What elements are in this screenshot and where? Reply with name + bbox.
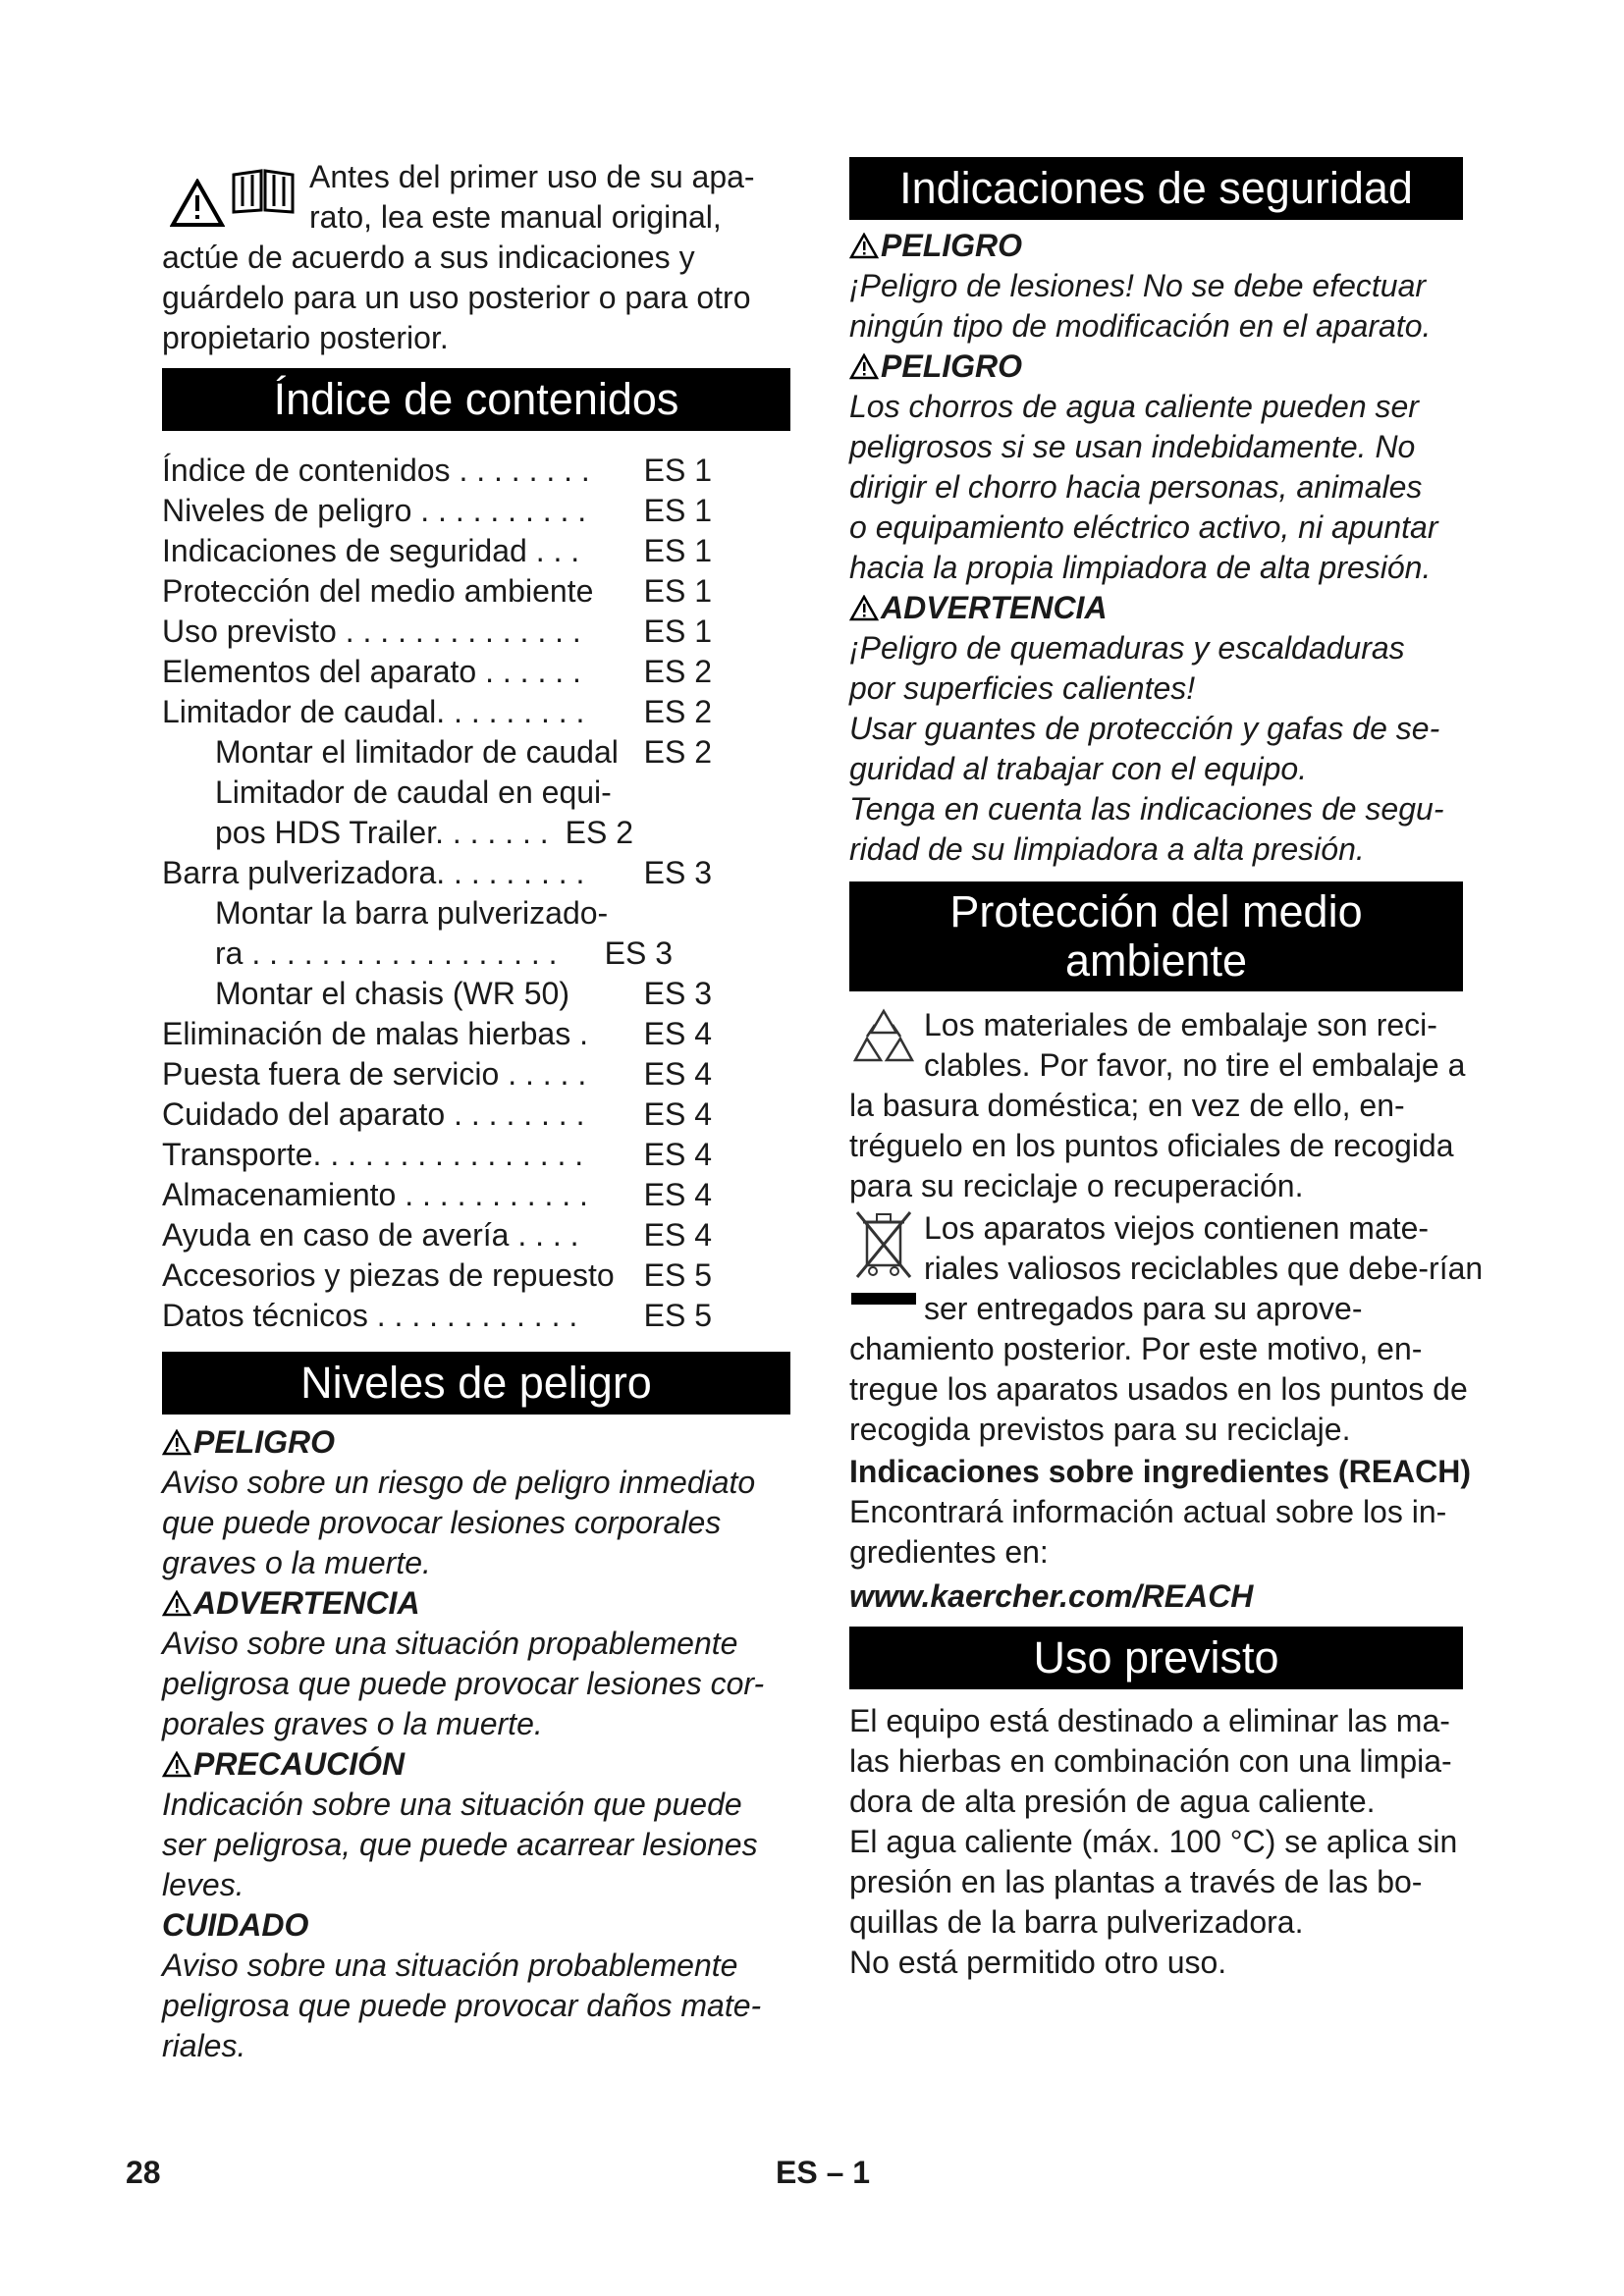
warning-manual-icons (162, 157, 309, 236)
toc-entry[interactable] (162, 934, 790, 974)
intro-rest: actúe de acuerdo a sus indicaciones y guárdelo para un uso posterior o para otro propietario posterior. (162, 240, 751, 355)
toc-entry-label: Elementos del aparato . . . . . . (162, 654, 581, 689)
toc-entry-page: ES 4 (643, 1056, 712, 1092)
safety-peligro-1-label (849, 226, 1448, 266)
reach-heading: Indicaciones sobre ingredientes (REACH) (849, 1454, 1472, 1489)
page-number: 28 (126, 2155, 161, 2190)
toc-entry[interactable] (162, 1095, 790, 1135)
manual-book-icon (229, 167, 298, 216)
toc-entry[interactable] (162, 652, 790, 692)
toc-entry-label: Accesorios y piezas de repuesto (162, 1257, 615, 1293)
weee-text: Los aparatos viejos contienen mate-riales valiosos reciclables que debe-rían ser entregados para su aprove-chamiento posterior. Por este motivo, en-tregue los aparatos usados en los puntos de recogida previstos para su reciclaje. (849, 1210, 1484, 1447)
warning-triangle-icon (849, 595, 879, 621)
toc-entry-label: Protección del medio ambiente (162, 573, 594, 609)
table-of-contents (162, 451, 790, 1336)
peligro-text: Aviso sobre un riesgo de peligro inmediato que puede provocar lesiones corporales graves o la muerte. (162, 1465, 756, 1580)
toc-entry-page: ES 1 (643, 573, 712, 609)
intro-block (162, 157, 790, 358)
toc-entry[interactable] (162, 732, 790, 773)
recycle-text: Los materiales de embalaje son reci-clables. Por favor, no tire el embalaje a la basura doméstica; en vez de ello, en-tréguelo en los puntos oficiales de recogida para su reciclaje o recuperación. (849, 1007, 1466, 1203)
toc-entry-page: ES 4 (643, 1177, 712, 1212)
toc-entry-page: ES 2 (565, 815, 633, 850)
toc-entry[interactable] (162, 571, 790, 612)
precaucion-label-text: PRECAUCIÓN (193, 1746, 406, 1782)
safety-advertencia-text-1: ¡Peligro de quemaduras y escaldaduras por superficies calientes! (849, 630, 1405, 706)
language-page-label: ES – 1 (776, 2155, 871, 2190)
toc-entry-page: ES 5 (643, 1257, 712, 1293)
toc-entry-page: ES 3 (643, 976, 712, 1011)
toc-entry[interactable] (162, 974, 790, 1014)
advertencia-text: Aviso sobre una situación propablemente peligrosa que puede provocar lesiones cor-porales graves o la muerte. (162, 1626, 765, 1741)
recycle-icon (849, 1005, 918, 1066)
toc-entry-page: ES 1 (643, 493, 712, 528)
advertencia-label (162, 1583, 790, 1624)
peligro-label-text: PELIGRO (193, 1424, 336, 1460)
toc-entry-label: Barra pulverizadora. . . . . . . . . (162, 855, 585, 890)
toc-entry[interactable] (162, 813, 790, 853)
toc-entry-page: ES 4 (643, 1137, 712, 1172)
warning-triangle-icon (170, 179, 225, 228)
toc-entry-label: Indicaciones de seguridad . . . (162, 533, 580, 568)
niveles-heading: Niveles de peligro (162, 1352, 790, 1415)
left-column (162, 157, 790, 2066)
toc-entry-page: ES 3 (643, 855, 712, 890)
medio-heading-line-2: ambiente (1064, 935, 1248, 986)
toc-entry-label: Datos técnicos . . . . . . . . . . . . (162, 1298, 578, 1333)
weee-paragraph (849, 1208, 1488, 1450)
safety-peligro-2-text-label: PELIGRO (881, 348, 1023, 384)
warning-triangle-icon (162, 1590, 191, 1617)
toc-entry[interactable] (162, 1215, 790, 1255)
medio-heading (849, 881, 1463, 991)
toc-entry[interactable] (162, 893, 790, 934)
uso-heading: Uso previsto (849, 1627, 1463, 1689)
toc-entry[interactable] (162, 491, 790, 531)
toc-entry-page: ES 1 (643, 533, 712, 568)
toc-entry-label: ra . . . . . . . . . . . . . . . . . . (215, 935, 558, 971)
cuidado-text: Aviso sobre una situación probablemente peligrosa que puede provocar daños mate-riales. (162, 1948, 762, 2063)
toc-entry-label: Limitador de caudal en equi- (215, 774, 612, 810)
warning-triangle-icon (162, 1751, 191, 1778)
toc-entry-label: Cuidado del aparato . . . . . . . . (162, 1096, 585, 1132)
cuidado-label (162, 1905, 790, 1946)
toc-entry-page: ES 4 (643, 1096, 712, 1132)
toc-entry-label: Montar el limitador de caudal (215, 734, 619, 770)
safety-instructions (849, 226, 1448, 870)
toc-entry[interactable] (162, 1054, 790, 1095)
toc-entry-label: Almacenamiento . . . . . . . . . . . (162, 1177, 588, 1212)
toc-entry[interactable] (162, 451, 790, 491)
safety-advertencia-text-label: ADVERTENCIA (881, 590, 1108, 625)
toc-entry-label: Limitador de caudal. . . . . . . . . (162, 694, 585, 729)
toc-entry-page: ES 2 (643, 734, 712, 770)
toc-entry-label: Puesta fuera de servicio . . . . . (162, 1056, 587, 1092)
toc-entry[interactable] (162, 1175, 790, 1215)
toc-entry-page: ES 2 (643, 654, 712, 689)
precaucion-text: Indicación sobre una situación que puede ser peligrosa, que puede acarrear lesiones leves. (162, 1787, 758, 1902)
toc-entry[interactable] (162, 853, 790, 893)
danger-levels (162, 1422, 790, 2066)
safety-advertencia-text-3: Tenga en cuenta las indicaciones de segu-ridad de su limpiadora a alta presión. (849, 791, 1444, 867)
toc-entry[interactable] (162, 1255, 790, 1296)
safety-peligro-2-text: Los chorros de agua caliente pueden ser peligrosos si se usan indebidamente. No dirigir el chorro hacia personas, animales o equipamiento eléctrico activo, ni apuntar hacia la propia limpiadora de alta presión. (849, 389, 1438, 585)
toc-entry[interactable] (162, 1135, 790, 1175)
toc-entry[interactable] (162, 531, 790, 571)
peligro-label (162, 1422, 790, 1463)
toc-entry-label: Niveles de peligro . . . . . . . . . . (162, 493, 587, 528)
toc-entry-label: pos HDS Trailer. . . . . . . (215, 815, 549, 850)
advertencia-label-text: ADVERTENCIA (193, 1585, 420, 1621)
environment-section (849, 1005, 1488, 1617)
safety-advertencia-text-2: Usar guantes de protección y gafas de se-guridad al trabajar con el equipo. (849, 711, 1440, 786)
safety-peligro-2-label (849, 347, 1448, 387)
toc-entry-page: ES 1 (643, 614, 712, 649)
cuidado-label-text: CUIDADO (162, 1907, 309, 1943)
toc-entry-page: ES 2 (643, 694, 712, 729)
reach-text: Encontrará información actual sobre los in-gredientes en: (849, 1494, 1447, 1570)
intro-line-1: Antes del primer uso de su apa- (309, 159, 755, 194)
toc-entry[interactable] (162, 692, 790, 732)
toc-entry-page: ES 1 (643, 453, 712, 488)
toc-entry-label: Uso previsto . . . . . . . . . . . . . . (162, 614, 581, 649)
precaucion-label (162, 1744, 790, 1785)
toc-entry[interactable] (162, 1014, 790, 1054)
warning-triangle-icon (849, 353, 879, 380)
toc-entry[interactable] (162, 1296, 790, 1336)
toc-entry-label: Montar la barra pulverizado- (215, 895, 609, 931)
toc-entry-label: Montar el chasis (WR 50) (215, 976, 569, 1011)
uso-paragraph-1: El equipo está destinado a eliminar las ma-las hierbas en combinación con una limpia-dora de alta presión de agua caliente. (849, 1703, 1452, 1819)
safety-advertencia-label (849, 588, 1448, 628)
safety-peligro-1-text-label: PELIGRO (881, 228, 1023, 263)
warning-triangle-icon (849, 233, 879, 259)
toc-entry-page: ES 4 (643, 1016, 712, 1051)
toc-entry-label: Ayuda en caso de avería . . . . (162, 1217, 579, 1253)
reach-link[interactable]: www.kaercher.com/REACH (849, 1578, 1254, 1614)
seguridad-heading: Indicaciones de seguridad (849, 157, 1463, 220)
toc-entry-label: Índice de contenidos . . . . . . . . (162, 453, 590, 488)
safety-peligro-1-text: ¡Peligro de lesiones! No se debe efectuar ningún tipo de modificación en el aparato. (849, 268, 1432, 344)
toc-entry-page: ES 4 (643, 1217, 712, 1253)
toc-entry-page: ES 5 (643, 1298, 712, 1333)
toc-entry[interactable] (162, 612, 790, 652)
uso-paragraph-2: El agua caliente (máx. 100 °C) se aplica sin presión en las plantas a través de las bo-quillas de la barra pulverizadora. (849, 1824, 1458, 1940)
intended-use (849, 1701, 1488, 1983)
toc-entry-label: Eliminación de malas hierbas . (162, 1016, 588, 1051)
toc-entry-label: Transporte. . . . . . . . . . . . . . . . (162, 1137, 584, 1172)
crossed-bin-icon (849, 1208, 918, 1316)
toc-heading: Índice de contenidos (162, 368, 790, 431)
intro-line-2: rato, lea este manual original, (309, 199, 722, 235)
toc-entry-page: ES 3 (604, 935, 673, 971)
recycle-paragraph (849, 1005, 1488, 1206)
right-column (849, 157, 1488, 1983)
warning-triangle-icon (162, 1429, 191, 1456)
uso-paragraph-3: No está permitido otro uso. (849, 1945, 1227, 1980)
medio-heading-line-1: Protección del medio (949, 886, 1363, 936)
toc-entry[interactable] (162, 773, 790, 813)
